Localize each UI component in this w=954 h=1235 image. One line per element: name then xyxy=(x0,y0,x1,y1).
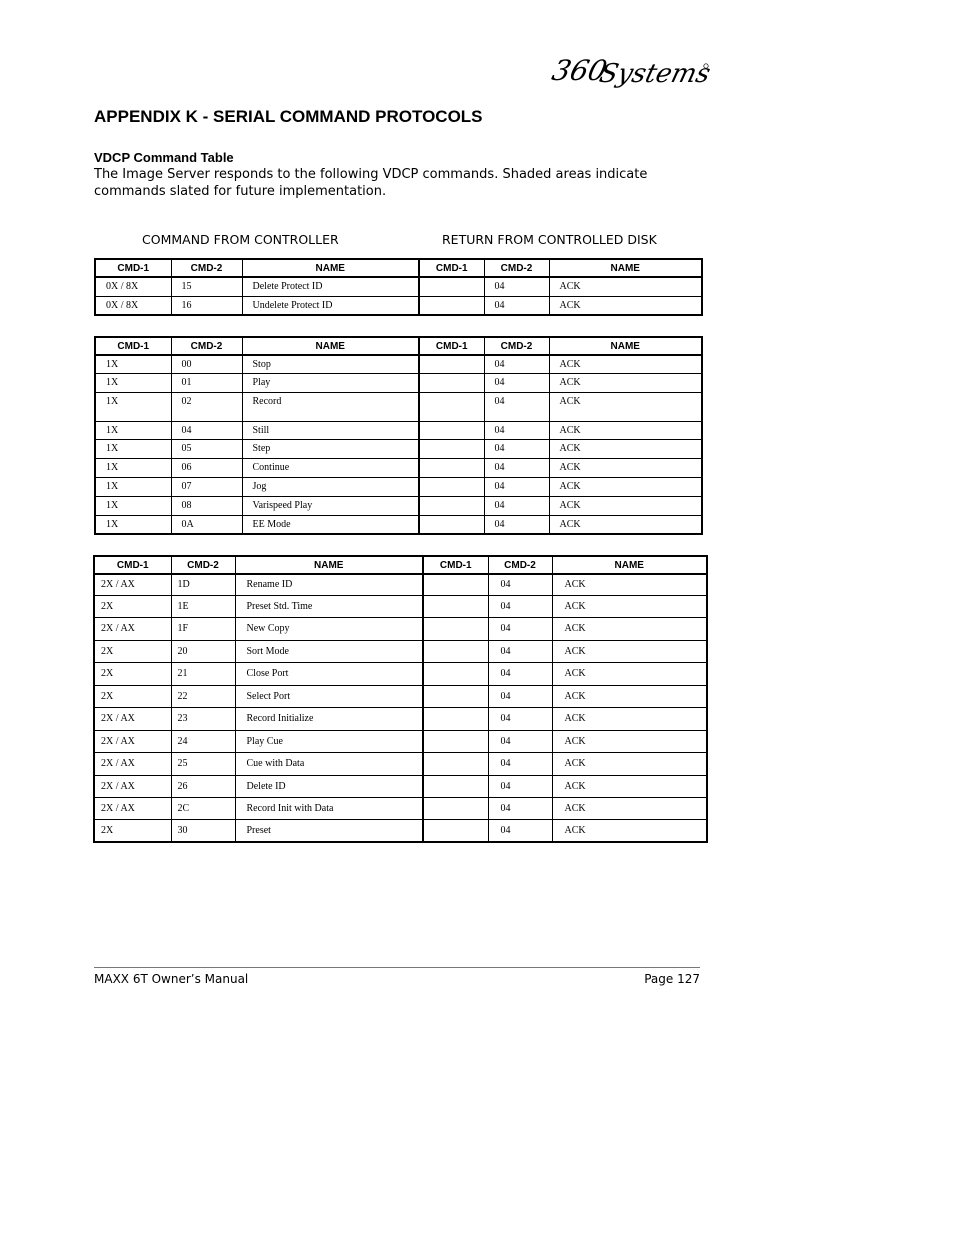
table-row xyxy=(95,392,702,421)
cell-cmd2: 22 xyxy=(171,685,235,707)
header-name: NAME xyxy=(242,337,419,355)
cell-cmd2: 07 xyxy=(171,477,242,496)
cell-name: New Copy xyxy=(235,617,423,640)
cell-return-cmd2: 04 xyxy=(488,617,552,640)
cell-cmd2: 24 xyxy=(171,730,235,752)
cell-return-cmd1 xyxy=(419,421,484,439)
cell-return-cmd2: 04 xyxy=(484,421,549,439)
cell-cmd1: 2X xyxy=(94,595,171,617)
cell-cmd2: 0A xyxy=(171,515,242,534)
cell-cmd1: 2X xyxy=(94,640,171,662)
cell-cmd2: 2C xyxy=(171,797,235,819)
cell-return-name: ACK xyxy=(549,277,702,296)
header-return-name: NAME xyxy=(552,556,707,574)
cell-name: Select Port xyxy=(235,685,423,707)
cell-cmd1: 1X xyxy=(95,439,171,458)
cell-cmd1: 1X xyxy=(95,458,171,477)
cell-name: Sort Mode xyxy=(235,640,423,662)
cell-return-name: ACK xyxy=(549,477,702,496)
cell-cmd2: 26 xyxy=(171,775,235,797)
cell-return-cmd1 xyxy=(419,392,484,421)
cell-cmd1: 1X xyxy=(95,421,171,439)
cell-cmd1: 2X / AX xyxy=(94,617,171,640)
cell-return-cmd1 xyxy=(419,296,484,315)
table-row xyxy=(94,685,707,707)
cell-cmd2: 21 xyxy=(171,662,235,685)
cell-name: Cue with Data xyxy=(235,752,423,775)
cell-return-name: ACK xyxy=(552,752,707,775)
cell-return-name: ACK xyxy=(552,730,707,752)
cell-return-cmd2: 04 xyxy=(488,595,552,617)
cell-name: Jog xyxy=(242,477,419,496)
header-cmd2: CMD-2 xyxy=(171,259,242,277)
cell-return-cmd1 xyxy=(423,640,488,662)
cell-cmd2: 20 xyxy=(171,640,235,662)
cell-return-cmd1 xyxy=(423,707,488,730)
cell-name: Play Cue xyxy=(235,730,423,752)
table-row xyxy=(94,752,707,775)
cell-return-cmd1 xyxy=(419,477,484,496)
cell-cmd1: 1X xyxy=(95,373,171,392)
cell-return-cmd1 xyxy=(423,595,488,617)
cell-return-cmd1 xyxy=(419,373,484,392)
cell-cmd1: 0X / 8X xyxy=(95,296,171,315)
header-cmd2: CMD-2 xyxy=(171,337,242,355)
cell-return-cmd2: 04 xyxy=(484,439,549,458)
header-name: NAME xyxy=(235,556,423,574)
cell-return-cmd1 xyxy=(423,730,488,752)
cell-return-cmd2: 04 xyxy=(488,730,552,752)
table-row xyxy=(94,662,707,685)
table-row xyxy=(94,707,707,730)
cell-cmd1: 1X xyxy=(95,392,171,421)
footer-divider xyxy=(94,967,700,968)
cell-name: Preset xyxy=(235,819,423,842)
command-table-2x xyxy=(93,555,708,843)
cell-return-name: ACK xyxy=(552,640,707,662)
cell-return-cmd1 xyxy=(423,574,488,595)
page-title: APPENDIX K - SERIAL COMMAND PROTOCOLS xyxy=(94,107,483,126)
cell-name: Rename ID xyxy=(235,574,423,595)
cell-return-name: ACK xyxy=(552,707,707,730)
cell-return-cmd2: 04 xyxy=(484,355,549,373)
cell-return-cmd2: 04 xyxy=(488,707,552,730)
cell-name: Step xyxy=(242,439,419,458)
cell-name: Preset Std. Time xyxy=(235,595,423,617)
cell-cmd2: 08 xyxy=(171,496,242,515)
cell-return-cmd2: 04 xyxy=(488,685,552,707)
cell-return-cmd1 xyxy=(423,617,488,640)
cell-return-cmd2: 04 xyxy=(484,477,549,496)
cell-cmd1: 1X xyxy=(95,477,171,496)
cell-cmd1: 2X xyxy=(94,819,171,842)
cell-cmd1: 2X / AX xyxy=(94,775,171,797)
cell-return-cmd2: 04 xyxy=(484,496,549,515)
cell-name: Stop xyxy=(242,355,419,373)
header-return-name: NAME xyxy=(549,259,702,277)
cell-cmd1: 1X xyxy=(95,515,171,534)
cell-return-name: ACK xyxy=(552,617,707,640)
cell-return-cmd2: 04 xyxy=(488,640,552,662)
cell-return-name: ACK xyxy=(549,421,702,439)
cell-return-name: ACK xyxy=(549,458,702,477)
table-row xyxy=(94,574,707,595)
cell-cmd2: 1F xyxy=(171,617,235,640)
cell-return-cmd2: 04 xyxy=(484,515,549,534)
table-row xyxy=(94,595,707,617)
cell-cmd2: 00 xyxy=(171,355,242,373)
cell-return-cmd2: 04 xyxy=(488,819,552,842)
table-row xyxy=(95,515,702,534)
cell-name: Record Init with Data xyxy=(235,797,423,819)
cell-cmd2: 30 xyxy=(171,819,235,842)
cell-return-cmd1 xyxy=(423,797,488,819)
table-row xyxy=(95,477,702,496)
header-cmd2: CMD-2 xyxy=(171,556,235,574)
cell-return-cmd2: 04 xyxy=(488,797,552,819)
table-header-row xyxy=(95,337,702,355)
table-row xyxy=(95,496,702,515)
cell-cmd2: 1E xyxy=(171,595,235,617)
cell-return-cmd1 xyxy=(423,685,488,707)
cell-return-cmd1 xyxy=(423,662,488,685)
table-row xyxy=(95,439,702,458)
cell-name: Play xyxy=(242,373,419,392)
cell-return-cmd1 xyxy=(419,439,484,458)
cell-name: Undelete Protect ID xyxy=(242,296,419,315)
cell-return-name: ACK xyxy=(552,595,707,617)
cell-return-name: ACK xyxy=(549,296,702,315)
header-cmd1: CMD-1 xyxy=(95,337,171,355)
cell-cmd1: 2X / AX xyxy=(94,752,171,775)
cell-return-cmd2: 04 xyxy=(484,392,549,421)
cell-cmd2: 05 xyxy=(171,439,242,458)
cell-cmd1: 0X / 8X xyxy=(95,277,171,296)
cell-return-cmd2: 04 xyxy=(484,296,549,315)
cell-return-cmd2: 04 xyxy=(484,373,549,392)
header-name: NAME xyxy=(242,259,419,277)
cell-return-cmd1 xyxy=(419,355,484,373)
table-row xyxy=(94,730,707,752)
cell-cmd2: 15 xyxy=(171,277,242,296)
cell-return-cmd2: 04 xyxy=(488,775,552,797)
svg-text:360: 360 xyxy=(548,54,611,87)
cell-name: Record xyxy=(242,392,419,421)
cell-cmd2: 02 xyxy=(171,392,242,421)
table-row xyxy=(95,421,702,439)
svg-text:Systems: Systems xyxy=(596,58,714,89)
section-subtitle: VDCP Command Table xyxy=(94,150,234,165)
cell-name: Continue xyxy=(242,458,419,477)
cell-cmd2: 04 xyxy=(171,421,242,439)
table-row xyxy=(95,296,702,315)
table-row xyxy=(95,355,702,373)
header-return-cmd1: CMD-1 xyxy=(419,259,484,277)
cell-return-cmd1 xyxy=(423,752,488,775)
cell-return-name: ACK xyxy=(549,355,702,373)
table-row xyxy=(94,617,707,640)
table-row xyxy=(95,373,702,392)
cell-return-name: ACK xyxy=(549,392,702,421)
cell-cmd1: 2X / AX xyxy=(94,707,171,730)
360-systems-logo xyxy=(548,50,714,94)
cell-return-name: ACK xyxy=(549,373,702,392)
cell-return-name: ACK xyxy=(552,574,707,595)
command-table-1x xyxy=(94,336,703,535)
cell-name: Delete Protect ID xyxy=(242,277,419,296)
table-row xyxy=(94,819,707,842)
command-from-controller-heading: COMMAND FROM CONTROLLER xyxy=(142,232,339,247)
header-return-cmd1: CMD-1 xyxy=(419,337,484,355)
header-return-cmd2: CMD-2 xyxy=(484,259,549,277)
header-cmd1: CMD-1 xyxy=(94,556,171,574)
cell-return-name: ACK xyxy=(549,439,702,458)
cell-return-cmd1 xyxy=(419,277,484,296)
cell-cmd1: 1X xyxy=(95,355,171,373)
cell-return-name: ACK xyxy=(549,496,702,515)
header-return-cmd2: CMD-2 xyxy=(484,337,549,355)
command-table-0x xyxy=(94,258,703,316)
cell-name: Delete ID xyxy=(235,775,423,797)
table-row xyxy=(94,797,707,819)
table-row xyxy=(95,458,702,477)
table-row xyxy=(94,775,707,797)
cell-return-cmd2: 04 xyxy=(484,277,549,296)
cell-name: Close Port xyxy=(235,662,423,685)
cell-cmd1: 2X / AX xyxy=(94,574,171,595)
cell-return-cmd2: 04 xyxy=(488,574,552,595)
cell-return-name: ACK xyxy=(549,515,702,534)
cell-cmd1: 1X xyxy=(95,496,171,515)
cell-return-name: ACK xyxy=(552,662,707,685)
header-return-cmd2: CMD-2 xyxy=(488,556,552,574)
cell-cmd2: 1D xyxy=(171,574,235,595)
cell-cmd1: 2X / AX xyxy=(94,797,171,819)
cell-cmd2: 16 xyxy=(171,296,242,315)
footer-page-number: Page 127 xyxy=(644,972,700,986)
cell-return-cmd2: 04 xyxy=(488,752,552,775)
cell-cmd2: 23 xyxy=(171,707,235,730)
cell-return-cmd1 xyxy=(419,458,484,477)
intro-paragraph: The Image Server responds to the following VDCP commands. Shaded areas indicate commands slated for future implementation. xyxy=(94,167,648,199)
cell-return-name: ACK xyxy=(552,685,707,707)
table-row xyxy=(94,640,707,662)
table-header-row xyxy=(94,556,707,574)
table-header-row xyxy=(95,259,702,277)
cell-cmd2: 01 xyxy=(171,373,242,392)
cell-return-name: ACK xyxy=(552,797,707,819)
cell-return-cmd1 xyxy=(419,496,484,515)
cell-cmd1: 2X / AX xyxy=(94,730,171,752)
return-from-disk-heading: RETURN FROM CONTROLLED DISK xyxy=(442,232,657,247)
cell-return-name: ACK xyxy=(552,775,707,797)
cell-return-cmd1 xyxy=(423,819,488,842)
cell-return-cmd2: 04 xyxy=(484,458,549,477)
cell-name: Still xyxy=(242,421,419,439)
cell-name: Varispeed Play xyxy=(242,496,419,515)
cell-cmd1: 2X xyxy=(94,685,171,707)
cell-name: EE Mode xyxy=(242,515,419,534)
header-cmd1: CMD-1 xyxy=(95,259,171,277)
cell-cmd1: 2X xyxy=(94,662,171,685)
cell-return-cmd1 xyxy=(419,515,484,534)
cell-name: Record Initialize xyxy=(235,707,423,730)
header-return-name: NAME xyxy=(549,337,702,355)
cell-cmd2: 06 xyxy=(171,458,242,477)
footer-manual-title: MAXX 6T Owner’s Manual xyxy=(94,972,249,986)
header-return-cmd1: CMD-1 xyxy=(423,556,488,574)
cell-return-cmd2: 04 xyxy=(488,662,552,685)
cell-return-cmd1 xyxy=(423,775,488,797)
cell-cmd2: 25 xyxy=(171,752,235,775)
cell-return-name: ACK xyxy=(552,819,707,842)
table-row xyxy=(95,277,702,296)
